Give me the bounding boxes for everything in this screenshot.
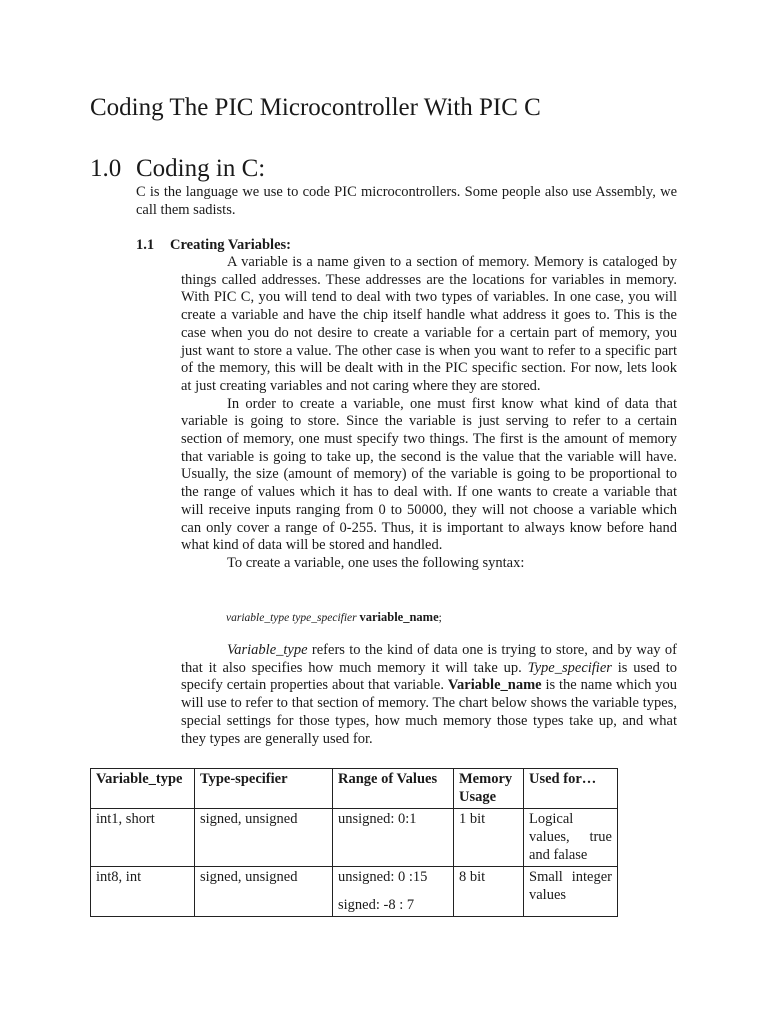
subsection-number: 1.1 bbox=[136, 237, 155, 253]
term-type-specifier: Type_specifier bbox=[527, 659, 612, 676]
table-row bbox=[91, 867, 618, 917]
explanation-text-1: refers to the kind of data one is trying to store, and by way of that it also specifies how much memory it will take up. bbox=[181, 642, 677, 676]
intro-paragraph: C is the language we use to code PIC microcontrollers. Some people also use Assembly, we call them sadists. bbox=[136, 184, 677, 218]
table-header-row bbox=[91, 769, 618, 809]
variable-definition-paragraph: A variable is a name given to a section of memory. Memory is cataloged by things called addresses. These addresses are the locations for variables in memory. With PIC C, you will tend to deal with two types of variables. In one case, you will create a variable and have the chip itself handle what address it goes to. This is the case when you do not desire to create a variable for a certain part of memory, you just want to store a value. The other case is when you want to refer to a specific part of the memory, this will be dealt with in the PIC specific section. For now, lets look at just creating variables and not caring where they are stored. bbox=[181, 254, 677, 394]
range-unsigned: unsigned: 0:1 bbox=[338, 811, 417, 827]
explanation-text-2: is used to specify certain properties about that variable. bbox=[181, 659, 677, 694]
subsection-heading bbox=[136, 236, 291, 254]
subsection-title: Creating Variables: bbox=[170, 237, 291, 253]
table-row bbox=[91, 809, 618, 867]
subsection-body bbox=[181, 254, 677, 573]
syntax-explanation-paragraph bbox=[181, 642, 677, 748]
header-type-specifier: Type-specifier bbox=[195, 769, 333, 809]
syntax-terminator: ; bbox=[438, 612, 442, 624]
range-signed: signed: -8 : 7 bbox=[338, 897, 415, 913]
cell-range bbox=[333, 867, 454, 917]
syntax-type-part: variable_type type_specifier bbox=[226, 612, 360, 624]
syntax-name-part: variable_name bbox=[359, 610, 439, 624]
cell-variable-type: int1, short bbox=[91, 809, 195, 867]
cell-used-for: Small integer values bbox=[524, 867, 618, 917]
explanation-text-3: is the name which you will use to refer to that section of memory. The chart below shows the variable types, special settings for those types, how much memory those types take up, and what they types are generally used for. bbox=[181, 677, 677, 747]
section-number: 1.0 bbox=[90, 155, 122, 182]
term-variable-type: Variable_type bbox=[227, 642, 308, 658]
variable-types-table bbox=[90, 768, 618, 917]
create-variable-paragraph: In order to create a variable, one must first know what kind of data that variable is going to store. Since the variable is just serving to refer to a certain section of memory, one must specify two things. The first is the amount of memory that variable is going to take up, the second is the value that the variable will have. Usually, the size (amount of memory) of the variable is going to be proportional to the range of values which it has to deal with. If one wants to create a variable that will receive inputs ranging from 0 to 50000, they will not choose a variable which can only cover a range of 0-255. Thus, it is important to always know before hand what kind of data will be stored and handled. bbox=[181, 395, 677, 554]
cell-type-specifier: signed, unsigned bbox=[195, 809, 333, 867]
cell-used-for: Logical values, true and falase bbox=[524, 809, 618, 867]
header-used-for: Used for… bbox=[524, 769, 618, 809]
section-heading bbox=[90, 153, 265, 185]
syntax-example bbox=[226, 609, 442, 626]
header-memory-usage: Memory Usage bbox=[454, 769, 524, 809]
cell-variable-type: int8, int bbox=[91, 867, 195, 917]
cell-type-specifier: signed, unsigned bbox=[195, 867, 333, 917]
header-variable-type: Variable_type bbox=[91, 769, 195, 809]
cell-memory: 8 bit bbox=[454, 867, 524, 917]
cell-memory: 1 bit bbox=[454, 809, 524, 867]
section-title: Coding in C: bbox=[136, 155, 266, 182]
header-range-of-values: Range of Values bbox=[333, 769, 454, 809]
syntax-intro-paragraph: To create a variable, one uses the following syntax: bbox=[227, 554, 525, 571]
cell-range bbox=[333, 809, 454, 867]
document-title: Coding The PIC Microcontroller With PIC C bbox=[90, 94, 541, 121]
term-variable-name: Variable_name bbox=[447, 677, 542, 694]
range-unsigned: unsigned: 0 :15 bbox=[338, 869, 428, 885]
